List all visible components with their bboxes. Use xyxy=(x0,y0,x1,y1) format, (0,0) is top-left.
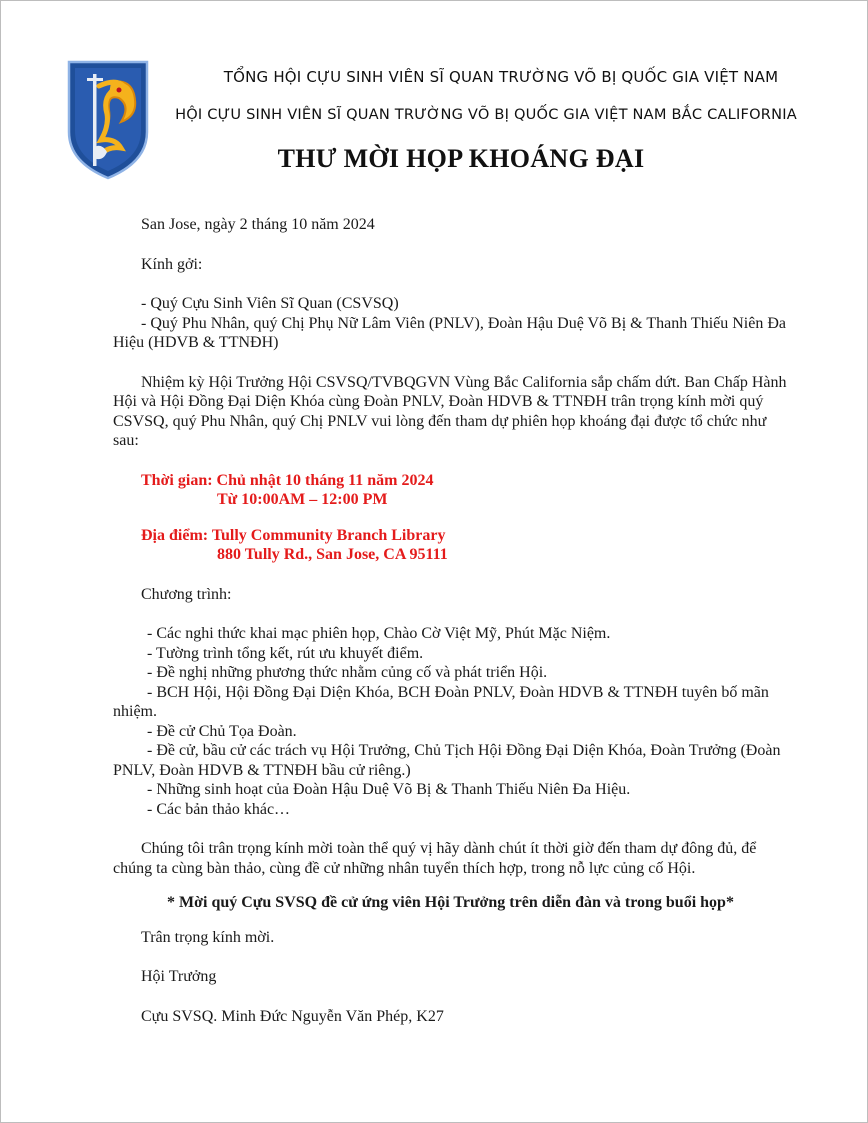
letter-title: THƯ MỜI HỌP KHOÁNG ĐẠI xyxy=(277,144,645,173)
program-item: - Các bản thảo khác… xyxy=(147,800,291,818)
letter-body xyxy=(113,215,788,1026)
closing-paragraph: Chúng tôi trân trọng kính mời toàn thể quý vị hãy dành chút ít thời giờ đến tham dự đông đủ, để chúng ta cùng bàn thảo, cùng đề cử những nhân tuyển thích hợp, trong nỗ lực củng cố Hội. xyxy=(113,840,757,877)
federation-name: TỔNG HỘI CỰU SINH VIÊN SĨ QUAN TRƯỜNG VÕ BỊ QUỐC GIA VIỆT NAM xyxy=(223,68,779,86)
meeting-time: Thời gian: Chủ nhật 10 tháng 11 năm 2024 xyxy=(141,471,434,489)
intro-paragraph: Nhiệm kỳ Hội Trưởng Hội CSVSQ/TVBQGVN Vùng Bắc California sắp chấm dứt. Ban Chấp Hành Hội và Hội Đồng Đại Diện Khóa cùng Đoàn PNLV, Đoàn HDVB & TTNĐH trân trọng kính mời quý CSVSQ, quý Phu Nhân, quý Chị PNLV vui lòng đến tham dự phiên họp khoáng đại được tổ chức như sau: xyxy=(113,373,787,449)
program-item: - Đề cử, bầu cử các trách vụ Hội Trưởng, Chủ Tịch Hội Đồng Đại Diện Khóa, Đoàn Trưởng (Đoàn PNLV, Đoàn HDVB & TTNĐH bầu cử riêng.) xyxy=(113,742,781,779)
program-item: - Đề nghị những phương thức nhằm củng cố và phát triển Hội. xyxy=(147,664,548,681)
program-list xyxy=(113,624,788,819)
program-item: - Đề cử Chủ Tọa Đoàn. xyxy=(147,722,297,740)
regards: Trân trọng kính mời. xyxy=(141,928,275,946)
program-item: - Những sinh hoạt của Đoàn Hậu Duệ Võ Bị & Thanh Thiếu Niên Đa Hiệu. xyxy=(147,781,631,798)
academy-crest-logo xyxy=(63,56,153,182)
meeting-hours: Từ 10:00AM – 12:00 PM xyxy=(217,491,388,508)
recipient-line: - Quý Phu Nhân, quý Chị Phụ Nữ Lâm Viên (PNLV), Đoàn Hậu Duệ Võ Bị & Thanh Thiếu Niên Đa Hiệu (HDVB & TTNĐH) xyxy=(113,314,786,351)
meeting-place: Địa điểm: Tully Community Branch Library xyxy=(141,526,446,544)
program-item: - Tường trình tổng kết, rút ưu khuyết điểm. xyxy=(147,644,424,662)
letter-date: San Jose, ngày 2 tháng 10 năm 2024 xyxy=(141,216,375,233)
salutation: Kính gởi: xyxy=(141,255,203,273)
program-item: - Các nghi thức khai mạc phiên họp, Chào Cờ Việt Mỹ, Phút Mặc Niệm. xyxy=(147,625,611,642)
chapter-name: HỘI CỰU SINH VIÊN SĨ QUAN TRƯỜNG VÕ BỊ QUỐC GIA VIỆT NAM BẮC CALIFORNIA xyxy=(175,106,797,123)
meeting-address: 880 Tully Rd., San Jose, CA 95111 xyxy=(217,546,448,563)
signer-title: Hội Trưởng xyxy=(141,968,217,985)
signer-name: Cựu SVSQ. Minh Đức Nguyễn Văn Phép, K27 xyxy=(141,1007,444,1025)
nomination-notice: * Mời quý Cựu SVSQ đề cử ứng viên Hội Trưởng trên diễn đàn và trong buổi họp* xyxy=(167,894,734,911)
recipient-line: - Quý Cựu Sinh Viên Sĩ Quan (CSVSQ) xyxy=(141,295,399,312)
program-heading: Chương trình: xyxy=(141,585,232,603)
program-item: - BCH Hội, Hội Đồng Đại Diện Khóa, BCH Đoàn PNLV, Đoàn HDVB & TTNĐH tuyên bố mãn nhiệm. xyxy=(113,683,769,720)
